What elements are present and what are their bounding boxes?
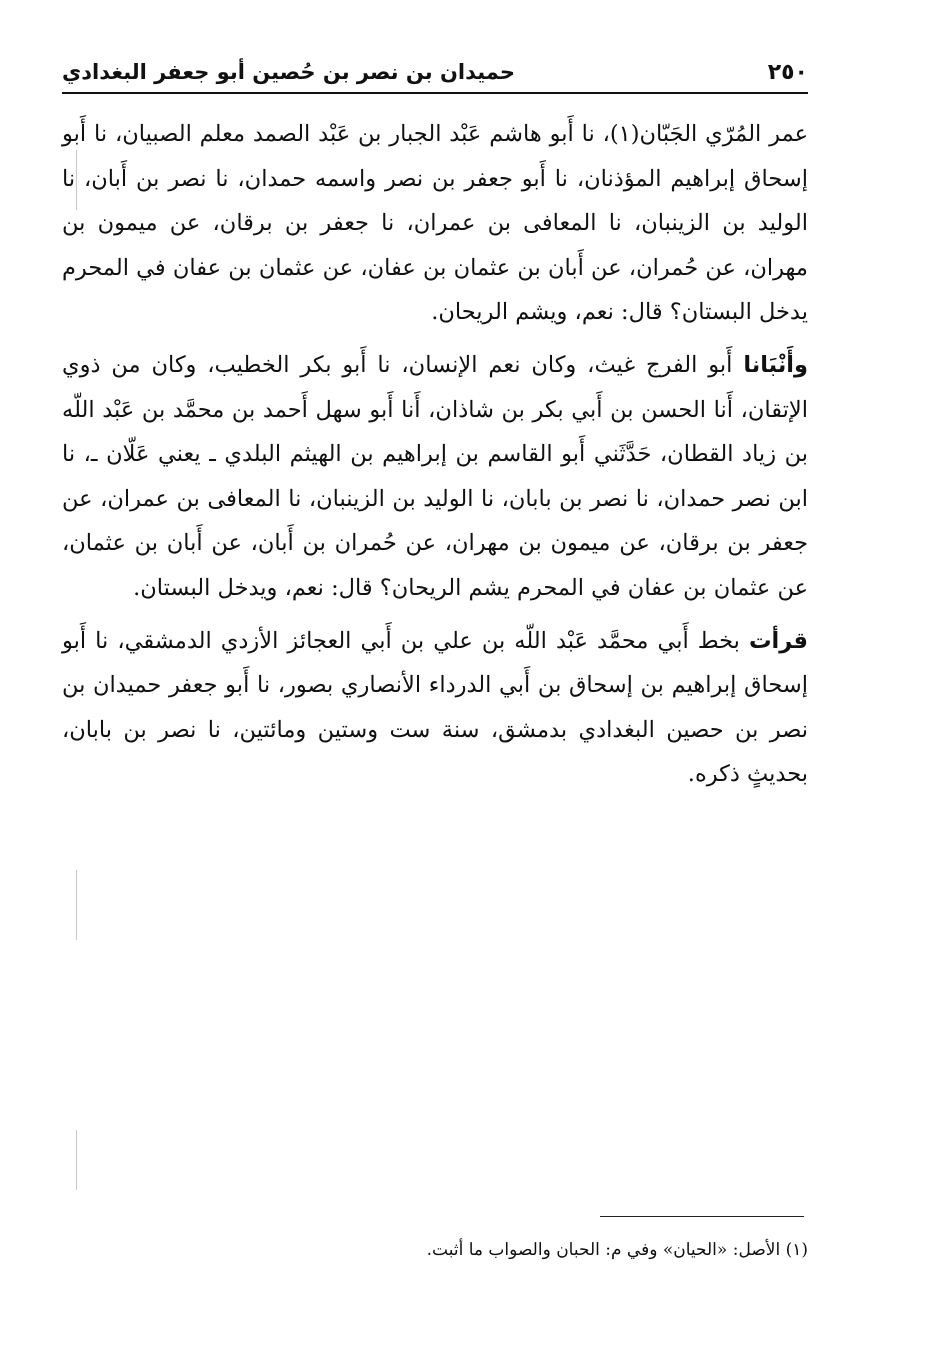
running-head — [62, 58, 808, 94]
scan-margin-mark — [76, 1130, 77, 1190]
paragraph-1-text: عمر المُرّي الجَبّان(١)، نا أَبو هاشم عَبْد الجبار بن عَبْد الصمد معلم الصبيان، نا أَبو إسحاق إبراهيم المؤذنان، نا أَبو جعفر بن نصر واسمه حمدان، نا نصر بن أَبان، نا الوليد بن الزينبان، نا المعافى بن عمران، نا جعفر بن برقان، عن ميمون بن مهران، عن حُمران، عن أَبان بن عثمان بن عفان، عن عثمان بن عفان في المحرم يدخل البستان؟ قال: نعم، ويشم الريحان. — [62, 121, 809, 326]
running-title: حميدان بن نصر بن حُصين أبو جعفر البغدادي — [62, 60, 515, 84]
paragraph-2 — [62, 343, 808, 611]
paragraph-2-lead-word: وأَنْبَانا — [743, 351, 808, 378]
paragraph-1 — [62, 112, 808, 335]
footnote-rule — [600, 1216, 804, 1217]
footnote: (١) الأصل: «الحيان» وفي م: الحبان والصواب ما أثبت. — [426, 1240, 808, 1260]
page-number: ٢٥٠ — [767, 60, 808, 85]
header-rule — [62, 92, 808, 94]
paragraph-3 — [62, 619, 808, 797]
paragraph-3-lead-word: قرأت — [748, 627, 808, 654]
scan-margin-mark — [76, 870, 77, 940]
paragraph-3-text: بخط أَبي محمَّد عَبْد اللّه بن علي بن أَبي العجائز الأزدي الدمشقي، نا أَبو إسحاق إبراهيم بن إسحاق بن أَبي الدرداء الأنصاري بصور، نا أَبو جعفر حميدان بن نصر بن حصين البغدادي بدمشق، سنة ست وستين ومائتين، نا نصر بن بابان، بحديثٍ ذكره. — [62, 627, 808, 788]
main-text — [62, 112, 808, 797]
paragraph-2-text: أَبو الفرج غيث، وكان نعم الإنسان، نا أَبو بكر الخطيب، وكان من ذوي الإتقان، أَنا الحسن بن أَبي بكر بن شاذان، أَنا أَبو سهل أَحمد بن محمَّد بن عَبْد اللّه بن زياد القطان، حَدَّثَني أَبو القاسم بن إبراهيم بن الهيثم البلدي ـ يعني عَلّان ـ، نا ابن نصر حمدان، نا نصر بن بابان، نا الوليد بن الزينبان، نا المعافى بن عمران، عن جعفر بن برقان، عن ميمون بن مهران، عن حُمران بن أَبان، عن أَبان بن عثمان، عن عثمان بن عفان في المحرم يشم الريحان؟ قال: نعم، ويدخل البستان. — [62, 351, 808, 601]
scan-margin-mark — [76, 150, 77, 210]
